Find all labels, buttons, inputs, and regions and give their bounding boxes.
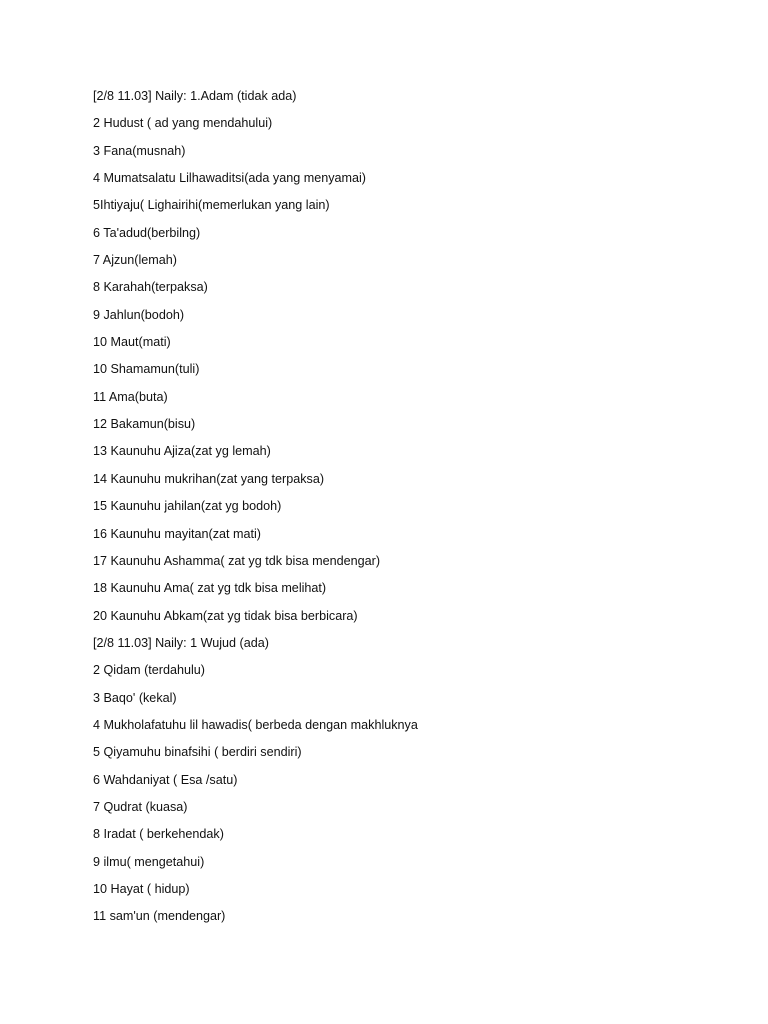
text-line: 17 Kaunuhu Ashamma( zat yg tdk bisa mendengar) [93,553,381,568]
text-line: 12 Bakamun(bisu) [93,417,196,432]
text-line: 4 Mukholafatuhu lil hawadis( berbeda dengan makhluknya [93,717,418,732]
text-line: 14 Kaunuhu mukrihan(zat yang terpaksa) [93,471,325,486]
text-line: 15 Kaunuhu jahilan(zat yg bodoh) [93,499,282,514]
text-line: 7 Ajzun(lemah) [93,253,177,268]
text-line: 3 Fana(musnah) [93,143,186,158]
text-line: 11 sam'un (mendengar) [93,909,226,924]
text-line: 6 Wahdaniyat ( Esa /satu) [93,772,238,787]
text-line: [2/8 11.03] Naily: 1 Wujud (ada) [93,635,269,650]
text-line: 20 Kaunuhu Abkam(zat yg tidak bisa berbicara) [93,608,358,623]
text-line: 18 Kaunuhu Ama( zat yg tdk bisa melihat) [93,581,327,596]
text-line: 8 Iradat ( berkehendak) [93,827,224,842]
text-lines [93,86,418,934]
text-line: 5Ihtiyaju( Lighairihi(memerlukan yang lain) [93,198,330,213]
text-line: 9 ilmu( mengetahui) [93,854,205,869]
text-line: 2 Qidam (terdahulu) [93,663,205,678]
text-line: 16 Kaunuhu mayitan(zat mati) [93,526,262,541]
text-line: 7 Qudrat (kuasa) [93,799,188,814]
text-line: 6 Ta'adud(berbilng) [93,225,201,240]
text-line: 4 Mumatsalatu Lilhawaditsi(ada yang menyamai) [93,171,366,186]
text-line: [2/8 11.03] Naily: 1.Adam (tidak ada) [93,89,297,103]
text-line: 10 Maut(mati) [93,335,171,350]
text-line: 9 Jahlun(bodoh) [93,307,185,322]
text-line: 8 Karahah(terpaksa) [93,280,208,295]
text-line: 2 Hudust ( ad yang mendahului) [93,116,273,131]
text-line: 10 Shamamun(tuli) [93,362,200,377]
text-line: 13 Kaunuhu Ajiza(zat yg lemah) [93,444,271,459]
text-line: 3 Baqo' (kekal) [93,690,177,705]
text-line: 10 Hayat ( hidup) [93,881,190,896]
text-line: 5 Qiyamuhu binafsihi ( berdiri sendiri) [93,745,302,760]
text-line: 11 Ama(buta) [93,389,168,404]
